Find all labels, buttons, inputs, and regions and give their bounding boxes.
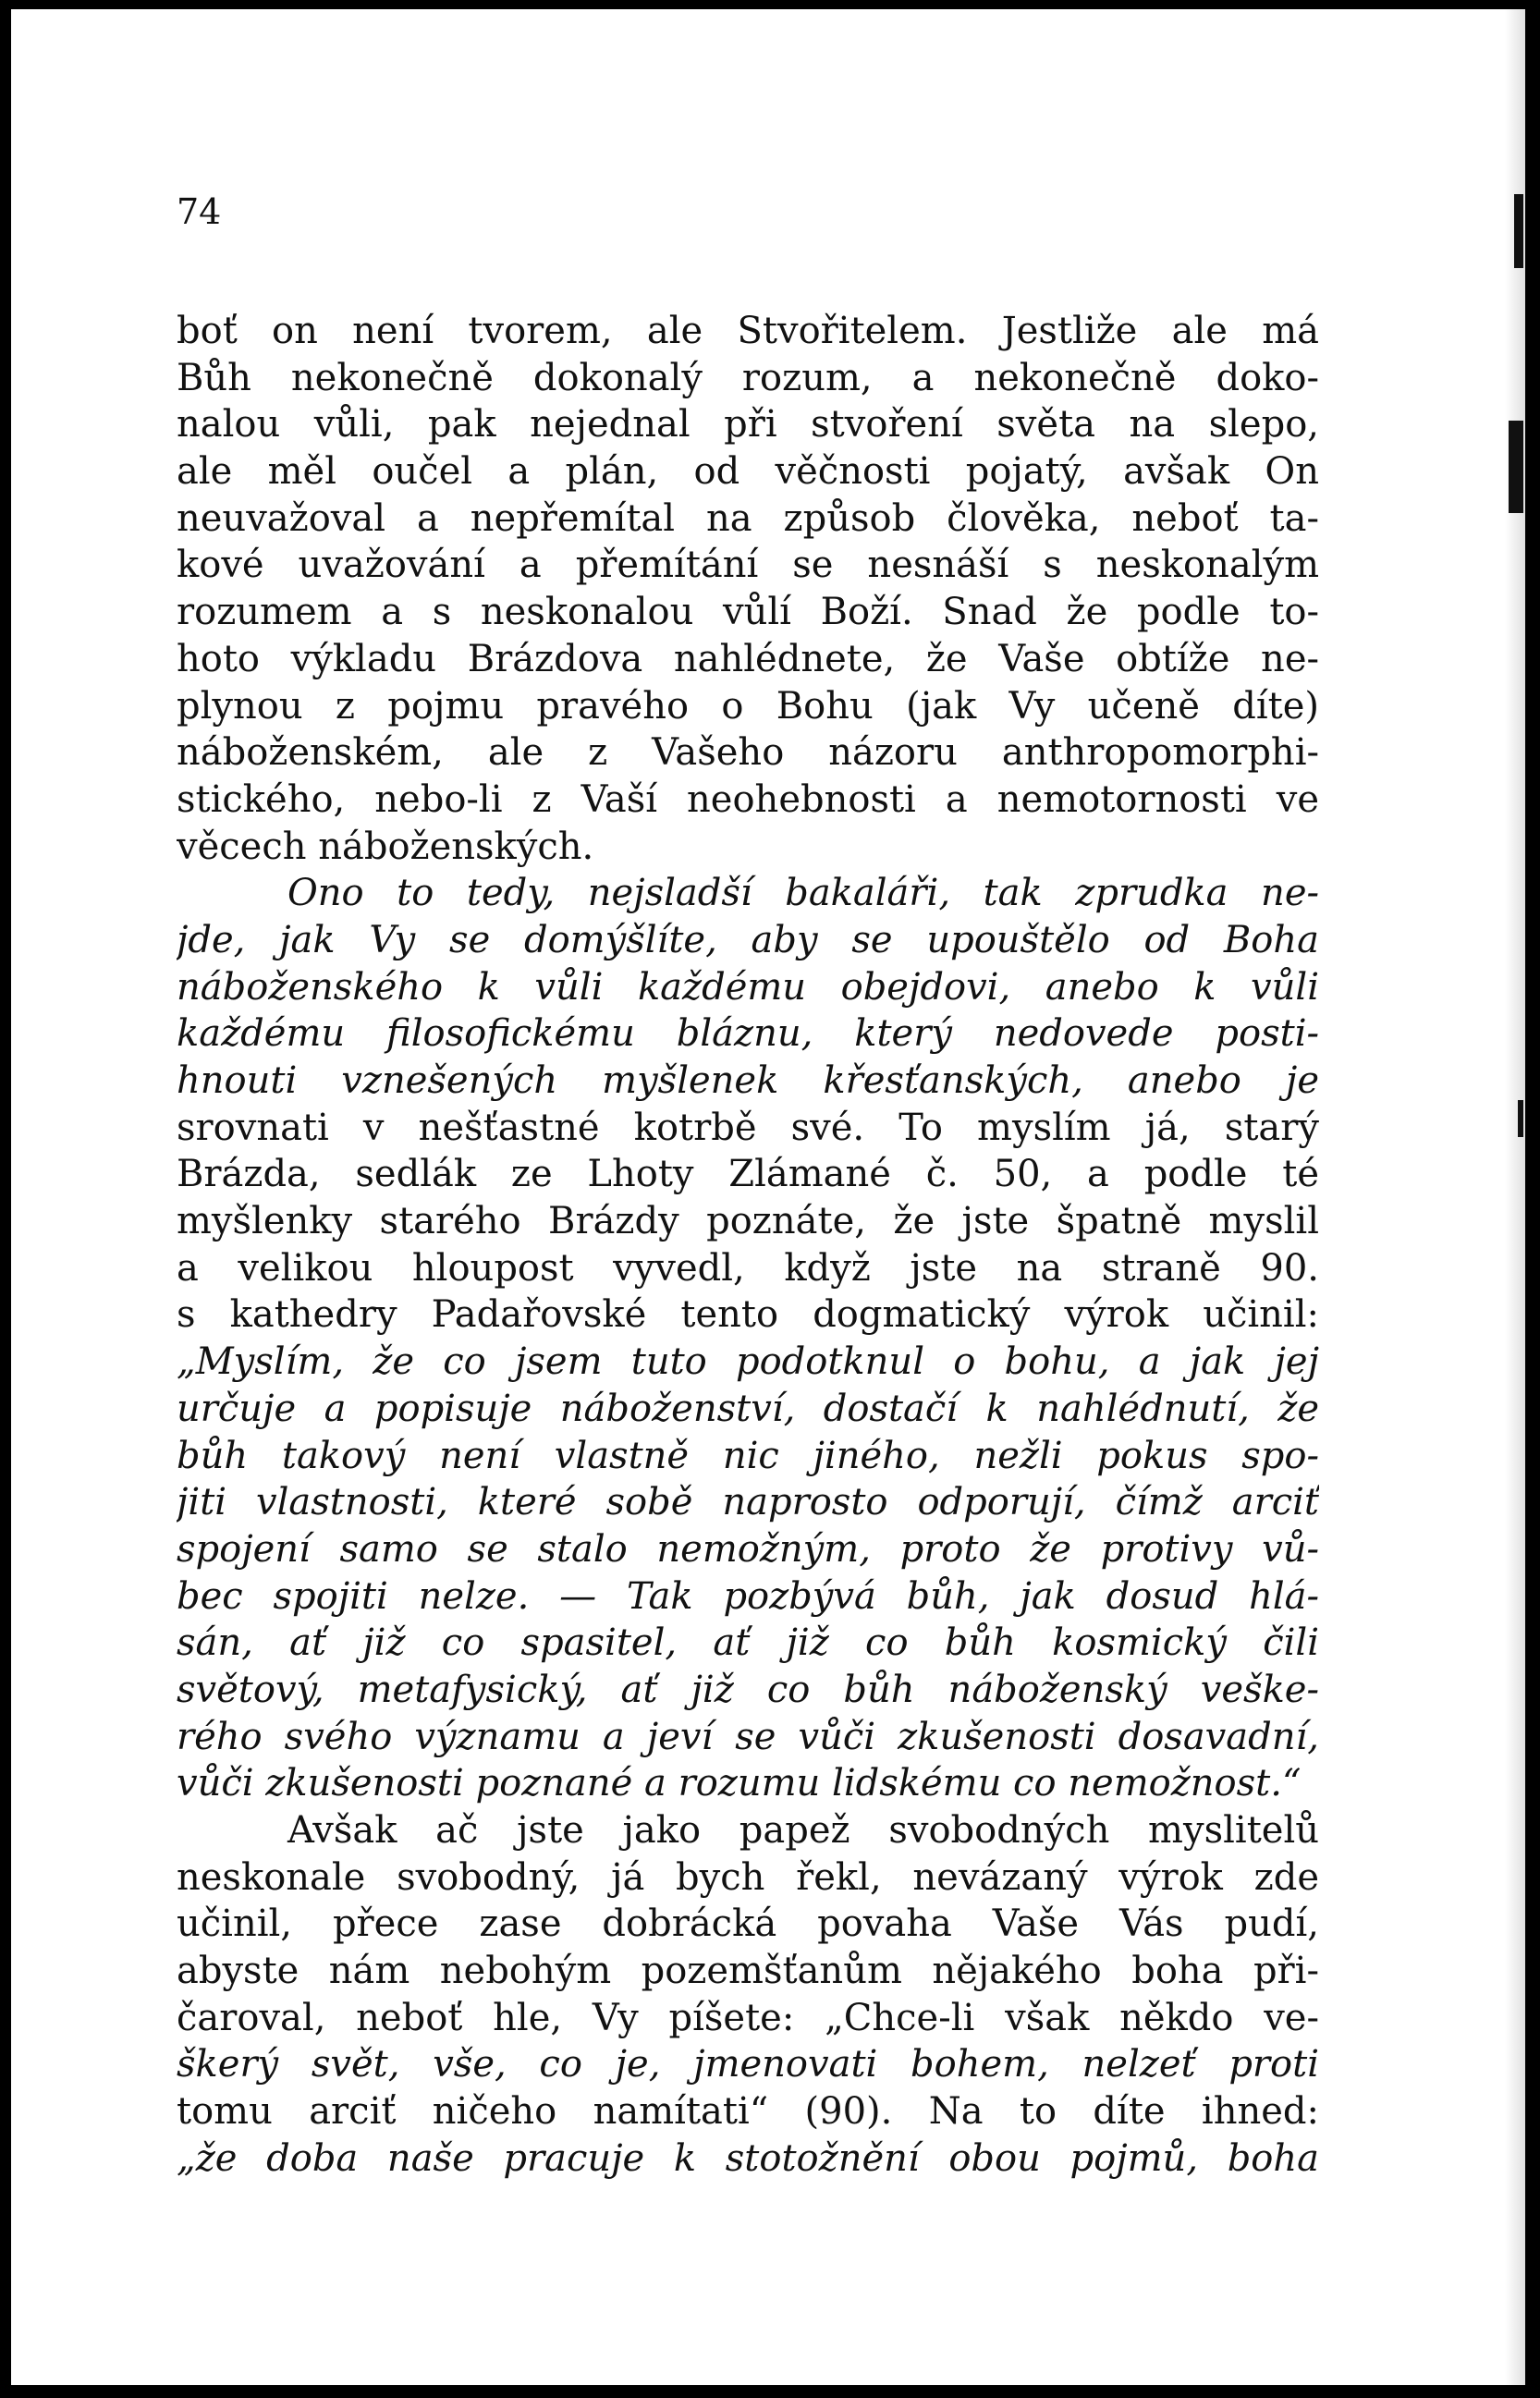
text-line: světový, metafysický, ať již co bůh náboženský veške- xyxy=(177,1668,1319,1711)
text-line: boť on není tvorem, ale Stvořitelem. Jestliže ale má xyxy=(177,310,1319,352)
text-line: bec spojiti nelze. — Tak pozbývá bůh, jak dosud hlá- xyxy=(177,1574,1319,1618)
text-line: jde, jak Vy se domýšlíte, aby se upouštělo od Boha xyxy=(177,918,1319,961)
text-line: čaroval, neboť hle, Vy píšete: „Chce-li však někdo ve- xyxy=(177,1996,1319,2039)
text-line: „Myslím, že co jsem tuto podotknul o bohu, a jak jej xyxy=(177,1340,1319,1384)
text-line: Brázda, sedlák ze Lhoty Zlámané č. 50, a podle té xyxy=(177,1153,1319,1196)
text-line: náboženského k vůli každému obejdovi, anebo k vůli xyxy=(177,965,1319,1009)
text-line: Ono to tedy, nejsladší bakaláři, tak zprudka ne- xyxy=(287,872,1319,915)
text-line: ale měl oučel a plán, od věčnosti pojatý, avšak On xyxy=(177,450,1319,494)
text-line: neskonale svobodný, já bych řekl, nevázaný výrok zde xyxy=(177,1855,1319,1899)
page-edge-shadow xyxy=(1505,9,1525,2385)
text-line: náboženském, ale z Vašeho názoru anthropomorphi- xyxy=(177,731,1319,775)
text-line: tomu arciť ničeho namítati“ (90). Na to díte ihned: xyxy=(177,2090,1319,2134)
page-edge-mark xyxy=(1514,194,1523,268)
text-line: škerý svět, vše, co je, jmenovati bohem, nelzeť proti xyxy=(177,2043,1319,2086)
text-line: rého svého významu a jeví se vůči zkušenosti dosavadní, xyxy=(177,1715,1319,1758)
scan-border-left xyxy=(0,0,11,2398)
text-line: plynou z pojmu pravého o Bohu (jak Vy učeně díte) xyxy=(177,684,1319,728)
text-line: Avšak ač jste jako papež svobodných myslitelů xyxy=(287,1809,1319,1852)
text-line: určuje a popisuje náboženství, dostačí k nahlédnutí, že xyxy=(177,1387,1319,1430)
page-edge-mark xyxy=(1509,421,1523,513)
text-line: rozumem a s neskonalou vůlí Boží. Snad že podle to- xyxy=(177,591,1319,634)
scan-border-top xyxy=(0,0,1540,9)
text-line: nalou vůli, pak nejednal při stvoření světa na slepo, xyxy=(177,403,1319,447)
text-line: „že doba naše pracuje k stotožnění obou pojmů, boha xyxy=(177,2136,1319,2180)
text-line: hnouti vznešených myšlenek křesťanských, anebo je xyxy=(177,1059,1319,1102)
scan-border-bottom xyxy=(0,2385,1540,2398)
text-line: stického, nebo-li z Vaší neohebnosti a nemotornosti ve xyxy=(177,777,1319,821)
text-line: učinil, přece zase dobrácká povaha Vaše Vás pudí, xyxy=(177,1902,1319,1946)
body-text xyxy=(177,308,1319,2183)
text-line: spojení samo se stalo nemožným, proto že protivy vů- xyxy=(177,1527,1319,1571)
page-number: 74 xyxy=(177,191,222,232)
text-line: věcech náboženských. xyxy=(177,825,594,868)
text-line: vůči zkušenosti poznané a rozumu lidskému co nemožnost.“ xyxy=(177,1762,1302,1805)
text-line: sán, ať již co spasitel, ať již co bůh kosmický čili xyxy=(177,1621,1319,1665)
page-edge-mark xyxy=(1518,1100,1523,1137)
text-line: myšlenky starého Brázdy poznáte, že jste špatně myslil xyxy=(177,1200,1319,1243)
text-line: s kathedry Padařovské tento dogmatický výrok učinil: xyxy=(177,1293,1319,1337)
scan-border-right xyxy=(1525,0,1540,2398)
text-line: srovnati v nešťastné kotrbě své. To myslím já, starý xyxy=(177,1106,1319,1149)
text-line: abyste nám nebohým pozemšťanům nějakého boha při- xyxy=(177,1950,1319,1993)
text-line: Bůh nekonečně dokonalý rozum, a nekonečně doko- xyxy=(177,356,1319,399)
text-line: hoto výkladu Brázdova nahlédnete, že Vaše obtíže ne- xyxy=(177,637,1319,680)
text-line: kové uvažování a přemítání se nesnáší s neskonalým xyxy=(177,544,1319,587)
text-line: a velikou hloupost vyvedl, když jste na straně 90. xyxy=(177,1246,1319,1290)
text-line: neuvažoval a nepřemítal na způsob člověka, neboť ta- xyxy=(177,496,1319,540)
text-line: jiti vlastnosti, které sobě naprosto odporují, čímž arciť xyxy=(177,1481,1319,1524)
text-line: bůh takový není vlastně nic jiného, nežli pokus spo- xyxy=(177,1434,1319,1477)
text-line: každému filosofickému bláznu, který nedovede posti- xyxy=(177,1012,1319,1056)
